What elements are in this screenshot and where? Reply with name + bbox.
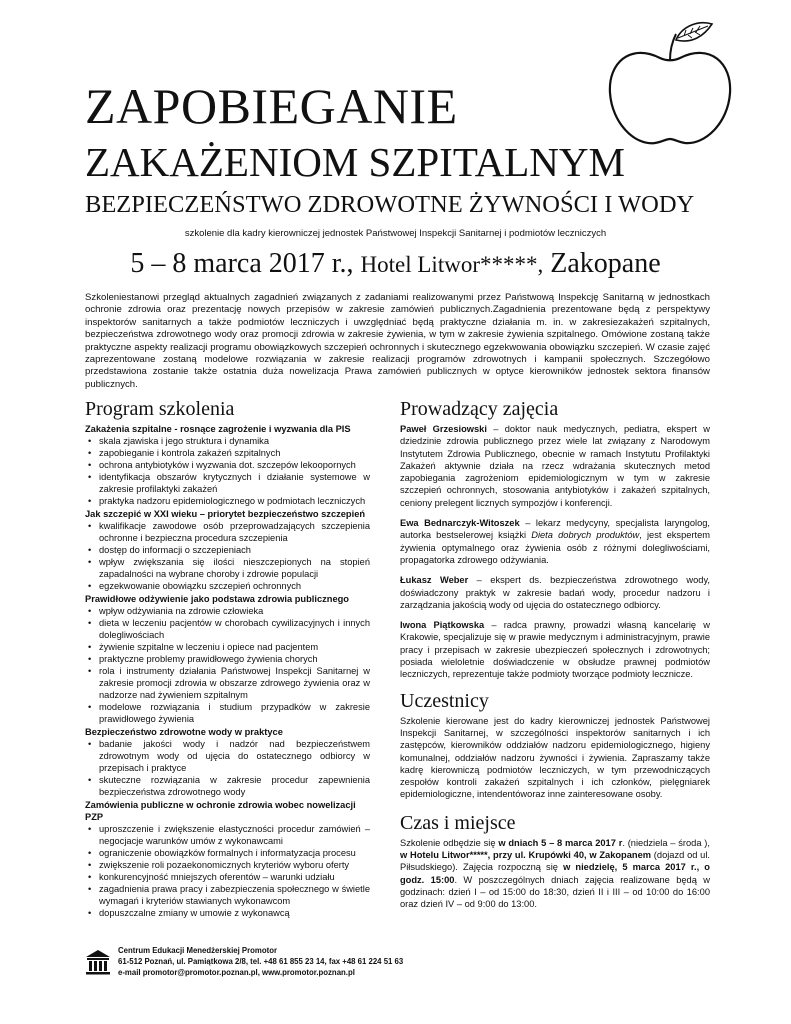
participants-heading: Uczestnicy [400,689,489,712]
list-item: • skala zjawiska i jego struktura i dynamika [99,435,370,447]
program-group-list [85,605,370,725]
speaker-name: Paweł Grzesiowski [400,424,487,434]
program-group-title: Jak szczepić w XXI wieku – priorytet bezpieczeństwo szczepień [85,509,366,519]
speaker-text: – radca prawny, prowadzi własną kancelarię w Krakowie, specjalizuje się w prawie medycznym i administracyjnym, prawie pracy i przepisach w zakresie ubezpieczeń społecznych i zdrowotnych; posiada wieloletnie doświadczenie w obsłudze prawnej podmiotów leczniczych, reprezentuje także podmioty tworzące podmioty lecznicze. [400,620,710,680]
list-item: • żywienie szpitalne w leczeniu i opiece nad pacjentem [99,641,370,653]
speaker-text: , jest ekspertem żywienia optymalnego oraz żywienia osób z różnymi dolegliwościami, propagatorka zdrowego odżywiania. [400,530,711,565]
program-group-title: Zamówienia publiczne w ochronie zdrowia wobec nowelizacji PZP [85,800,356,822]
event-date-line [0,247,791,282]
list-item: • kwalifikacje zawodowe osób przeprowadzających szczepienia ochronne i bezpieczna procedura szczepienia [99,520,370,544]
list-item: • identyfikacja obszarów krytycznych i działanie systemowe w zakresie profilaktyki zakażeń [99,471,370,495]
list-item: • ograniczenie obowiązków formalnych i informatyzacja procesu [99,847,370,859]
speaker-bio [400,517,710,566]
speakers-list [400,423,710,681]
list-item: • zwiększenie roli pozaekonomicznych kryteriów wyboru oferty [99,859,370,871]
speaker-name: Łukasz Weber [400,575,469,586]
list-item: • skuteczne rozwiązania w zakresie procedur zapewnienia bezpieczeństwa zdrowotnego wody [99,774,370,798]
list-item: • praktyczne problemy prawidłowego żywienia chorych [99,653,370,665]
place-dates: w dniach 5 – 8 marca 2017 r [498,837,623,848]
program-group-title: Zakażenia szpitalne - rosnące zagrożenie i wyzwania dla PIS [85,424,351,434]
program-group-list [85,435,370,507]
building-logo-icon [85,949,111,975]
footer-text [118,945,403,978]
subtitle: szkolenie dla kadry kierowniczej jednostek Państwowej Inspekcji Sanitarnej i podmiotów leczniczych [184,228,607,239]
place-text-part: (dojazd od ul. Piłsudskiego). Zajęcia rozpoczną się [400,850,710,873]
speaker-text: – lekarz medycyny, specjalista laryngolog, autorka bestselerowej książki [400,518,711,541]
event-city: Zakopane [550,248,661,279]
list-item: • zapobieganie i kontrola zakażeń szpitalnych [99,447,370,459]
program-group-list [85,823,370,919]
program-heading: Program szkolenia [85,398,235,420]
list-item: • dopuszczalne zmiany w umowie z wykonawcą [99,907,370,919]
place-text-part: . (niedziela – środa ), [622,837,710,848]
speaker-text: – doktor nauk medycznych, pediatra, ekspert w dziedzinie zdrowia publicznego przez wiele lat związany z Narodowym Instytutem Zdrowia Publicznego, obecnie w ramach Instytutu Profilaktyki Zakażeń aktywnie działa na rzecz wdrażania skutecznych metod zapobiegania zagrożeniom epidemiologicznym w tym w zakresie szczepień ochronnych, stosowania antybiotyków i zakażeń szpitalnych, ceniony prelegent licznych sympozjów i konferencji. [400,424,710,508]
intro-paragraph: Szkoleniestanowi przegląd aktualnych zagadnień związanych z zadaniami realizowanymi przez Państwową Inspekcję Sanitarną w jednostkach ochronie zdrowia oraz prezentację nowych przepisów w zakresie zamówień publicznych.Zagadnienia prezentowane będą z perspektywy inspektorów sanitarnych a także podmiotów leczniczych i uwzględniać będą praktyczne działania m. in. w zakresiezakażeń szpitalnych, bezpieczeństwa zdrowotnego wody oraz promocji zdrowia w zakresie żywienia, w tym w zakresie żywienia szpitalnego. Omówione zostaną także praktyczne aspekty realizacji programu obowiązkowych szczepień ochronnych i skutecznego egzekwowania obowiązku szczepień. W czasie zajęć zaprezentowane zostaną modelowe rozwiązania w zakresie realizacji programów zdrowotnych i kampanii społecznych. Szczegółowo przedstawiona zostanie także ostatnia duża nowelizacja Prawa zamówień publicznych w optyce kierowników jednostek sektora finansów publicznych. [85,292,710,390]
title-line-3: BEZPIECZEŃSTWO ZDROWOTNE ŻYWNOŚCI I WODY [85,191,695,218]
list-item: • dostęp do informacji o szczepieniach [99,544,370,556]
event-date: 5 – 8 marca 2017 r., [130,248,354,279]
place-hotel: w Hotelu Litwor*****, przy ul. Krupówki 40, w Zakopanem [400,850,652,861]
list-item: • praktyka nadzoru epidemiologicznego w podmiotach leczniczych [99,495,370,507]
list-item: • konkurencyjność mniejszych oferentów – warunki udziału [99,871,370,883]
speaker-bio [400,574,710,611]
place-text [400,837,710,911]
speaker-name: Ewa Bednarczyk-Witoszek [400,518,520,529]
footer-address: 61-512 Poznań, ul. Pamiątkowa 2/8, tel. +48 61 855 23 14, fax +48 61 224 51 63 [118,957,404,966]
footer-contact: e-mail promotor@promotor.poznan.pl, www.promotor.poznan.pl [118,968,355,977]
list-item: • modelowe rozwiązania i studium przypadków w zakresie prawidłowego żywienia [99,701,370,725]
event-hotel: Hotel Litwor*****, [360,252,544,277]
apple-illustration [600,18,740,148]
speakers-heading: Prowadzący zajęcia [400,398,559,420]
place-text-part: Szkolenie odbędzie się [400,837,499,848]
speaker-text: – ekspert ds. bezpieczeństwa zdrowotnego wody, doświadczony praktyk w zakresie badań wody, procedur nadzoru i zarządzania jakością wody od ujęcia do ostatecznego odbiorcy. [400,575,710,610]
program-group-title: Bezpieczeństwo zdrowotne wody w praktyce [85,727,283,737]
place-heading: Czas i miejsce [400,811,516,834]
speaker-bio [400,423,710,509]
speaker-book-title: Dieta dobrych produktów [531,530,640,541]
list-item: • zagadnienia prawa pracy i zabezpieczenia społecznego w świetle wymagań i kryteriów stawianych wykonawcom [99,883,370,907]
right-column [400,397,710,919]
place-start: w niedzielę, 5 marca 2017 r., o godz. 15:00 [400,862,710,885]
title-line-2: ZAKAŻENIOM SZPITALNYM [85,139,625,185]
program-group-list [85,738,370,798]
program-groups [85,423,370,919]
list-item: • badanie jakości wody i nadzór nad bezpieczeństwem zdrowotnym wody od ujęcia do ostatecznego odbiorcy w przepisach i praktyce [99,738,370,774]
program-group-list [85,520,370,592]
program-column [85,397,370,919]
speaker-name: Iwona Piątkowska [400,620,485,631]
footer-org: Centrum Edukacji Menedżerskiej Promotor [118,946,278,955]
title-line-1: ZAPOBIEGANIE [85,78,458,134]
list-item: • wpływ zwiększania się ilości nieszczepionych na stopień zapadalności na wybrane choroby i zdrowie populacji [99,556,370,580]
place-text-part: . W poszczególnych dniach zajęcia realizowane będą w godzinach: dzień I – od 15:00 do 18:30, dzień II i III – od 10:00 do 16:00 oraz dzień IV – od 9:00 do 13:00. [400,874,710,910]
list-item: • ochrona antybiotyków i wyzwania dot. szczepów lekoopornych [99,459,370,471]
list-item: • rola i instrumenty działania Państwowej Inspekcji Sanitarnej w zakresie promocji zdrowia w obszarze zdrowego żywienia oraz w nadzorze nad żywieniem szpitalnym [99,665,370,701]
list-item: • uproszczenie i zwiększenie elastyczności procedur zamówień – negocjacje warunków umów z wykonawcami [99,823,370,847]
speaker-bio [400,619,710,680]
program-group-title: Prawidłowe odżywienie jako podstawa zdrowia publicznego [85,594,349,604]
list-item: • wpływ odżywiania na zdrowie człowieka [99,605,370,617]
participants-text: Szkolenie kierowane jest do kadry kierowniczej jednostek Państwowej Inspekcji Sanitarnej, w szczególności inspektorów sanitarnych i ich zastępców, kierowników oddziałów nadzoru epidemiologicznego, higieny komunalnej, oddziałów nadzoru żywności i żywienia. Zapraszamy także kadrę kierowniczą podmiotów leczniczych, w tym przewodniczących zespołów kontroli zakażeń szpitalnych i ich członków, pielęgniarek epidemiologiczne, intendentóworaz inne zainteresowane osoby. [400,715,710,800]
list-item: • dieta w leczeniu pacjentów w chorobach cywilizacyjnych i innych dolegliwościach [99,617,370,641]
list-item: • egzekwowanie obowiązku szczepień ochronnych [99,580,370,592]
